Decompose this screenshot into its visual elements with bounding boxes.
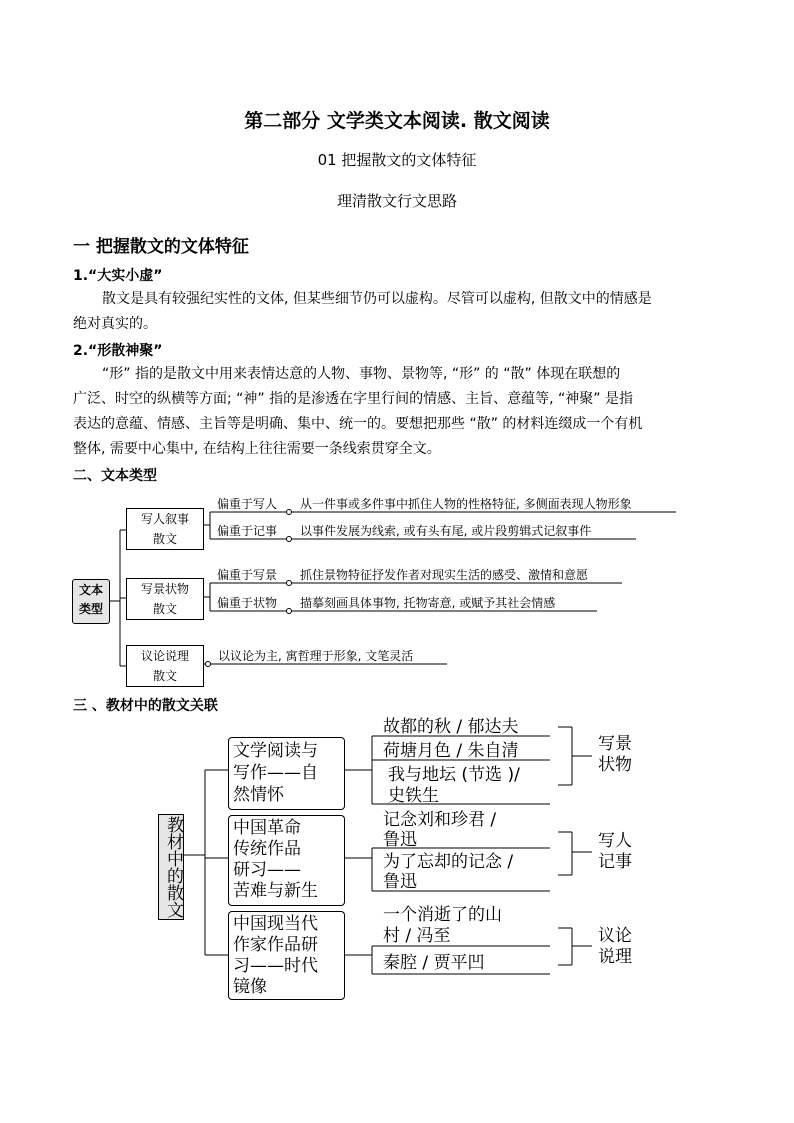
branch-label-line: 散文 [152, 669, 177, 683]
paragraph-line: 广泛、时空的纵横等方面; “神” 指的是渗透在字里行间的情感、主旨、意蕴等, “神聚” 是指 [73, 391, 633, 407]
diagram-root-node [158, 814, 184, 920]
group-label-line: 作家作品研 [233, 935, 318, 955]
branch-label-line: 散文 [152, 602, 177, 616]
branch-node [126, 578, 204, 620]
branch-label-line: 写人叙事 [140, 512, 189, 526]
section-heading: 三 、教材中的散文关联 [73, 698, 218, 714]
leaf-desc: 描摹刻画具体事物, 托物寄意, 或赋予其社会情感 [300, 596, 556, 610]
category-label: 写景 [598, 734, 632, 754]
page-title: 第二部分 文学类文本阅读. 散文阅读 [244, 110, 550, 132]
leaf-tag: 偏重于写景 [217, 568, 278, 582]
group-node [228, 911, 345, 1000]
group-label-line: 写作——自 [233, 763, 318, 783]
root-label-line: 类型 [78, 602, 103, 616]
root-label-line: 文本 [78, 583, 103, 597]
group-label-line: 传统作品 [233, 839, 301, 859]
paragraph-line: 表达的意蕴、情感、主旨等是明确、集中、统一的。要想把那些 “散” 的材料连缀成一个有机 [73, 416, 643, 432]
work-title: 我与地坛 (节选 )/ [388, 765, 520, 785]
work-title: 村 / 冯至 [383, 926, 451, 946]
group-label-line: 文学阅读与 [233, 741, 318, 761]
leaf-tag: 偏重于状物 [217, 596, 278, 610]
group-node [228, 815, 345, 906]
category-label: 说理 [598, 947, 632, 967]
work-title: 一个消逝了的山 [383, 905, 502, 925]
diagram-root-node [72, 579, 110, 624]
page-subtitle: 01 把握散文的文体特征 [317, 151, 477, 169]
paragraph-line: “形” 指的是散文中用来表情达意的人物、事物、景物等, “形” 的 “散” 体现在联想的 [102, 366, 621, 382]
group-label-line: 中国现当代 [233, 914, 318, 934]
paragraph-line: 散文是具有较强纪实性的文体, 但某些细节仍可以虚构。尽管可以虚构, 但散文中的情感是 [102, 291, 652, 307]
work-title: 记念刘和珍君 / [383, 810, 497, 830]
work-title: 史铁生 [388, 786, 439, 806]
group-label-line: 习——时代 [233, 956, 318, 976]
page-subtitle-2: 理清散文行文思路 [336, 192, 457, 210]
branch-label-line: 写景状物 [140, 582, 189, 596]
leaf-desc: 从一件事或多件事中抓住人物的性格特征, 多侧面表现人物形象 [300, 497, 632, 511]
leaf-desc: 以事件发展为线索, 或有头有尾, 或片段剪辑式记叙事件 [300, 524, 592, 538]
category-label: 议论 [598, 926, 632, 946]
work-title: 秦腔 / 贾平凹 [383, 953, 485, 973]
leaf-tag: 偏重于记事 [217, 524, 278, 538]
branch-node [126, 508, 204, 550]
work-title: 为了忘却的记念 / [383, 852, 514, 872]
work-title: 鲁迅 [383, 830, 417, 850]
paragraph-line: 绝对真实的。 [73, 316, 157, 332]
root-label: 教材中的散文 [163, 816, 183, 918]
leaf-desc: 抓住景物特征抒发作者对现实生活的感受、激情和意愿 [300, 568, 589, 582]
work-title: 荷塘月色 / 朱自清 [383, 741, 519, 761]
work-title: 故都的秋 / 郁达夫 [383, 717, 519, 737]
category-label: 写人 [598, 831, 632, 851]
branch-label-line: 议论说理 [140, 649, 189, 663]
item-title: 2.“形散神聚” [73, 343, 163, 359]
branch-label-line: 散文 [152, 532, 177, 546]
group-label-line: 研习—— [233, 860, 301, 880]
paragraph-line: 整体, 需要中心集中, 在结构上往往需要一条线索贯穿全文。 [73, 441, 441, 457]
work-title: 鲁迅 [383, 872, 417, 892]
section-heading: 一 把握散文的文体特征 [73, 237, 249, 257]
category-label: 记事 [598, 852, 632, 872]
category-label: 状物 [598, 755, 632, 775]
group-label-line: 苦难与新生 [233, 881, 318, 901]
item-title: 1.“大实小虚” [73, 268, 163, 284]
group-label-line: 然情怀 [233, 785, 284, 805]
group-node [228, 737, 345, 810]
leaf-desc: 以议论为主, 寓哲理于形象, 文笔灵活 [218, 649, 414, 663]
group-label-line: 中国革命 [233, 818, 301, 838]
group-label-line: 镜像 [233, 977, 267, 997]
leaf-tag: 偏重于写人 [217, 497, 278, 511]
section-heading: 二、文本类型 [73, 468, 157, 484]
branch-node [126, 645, 204, 687]
